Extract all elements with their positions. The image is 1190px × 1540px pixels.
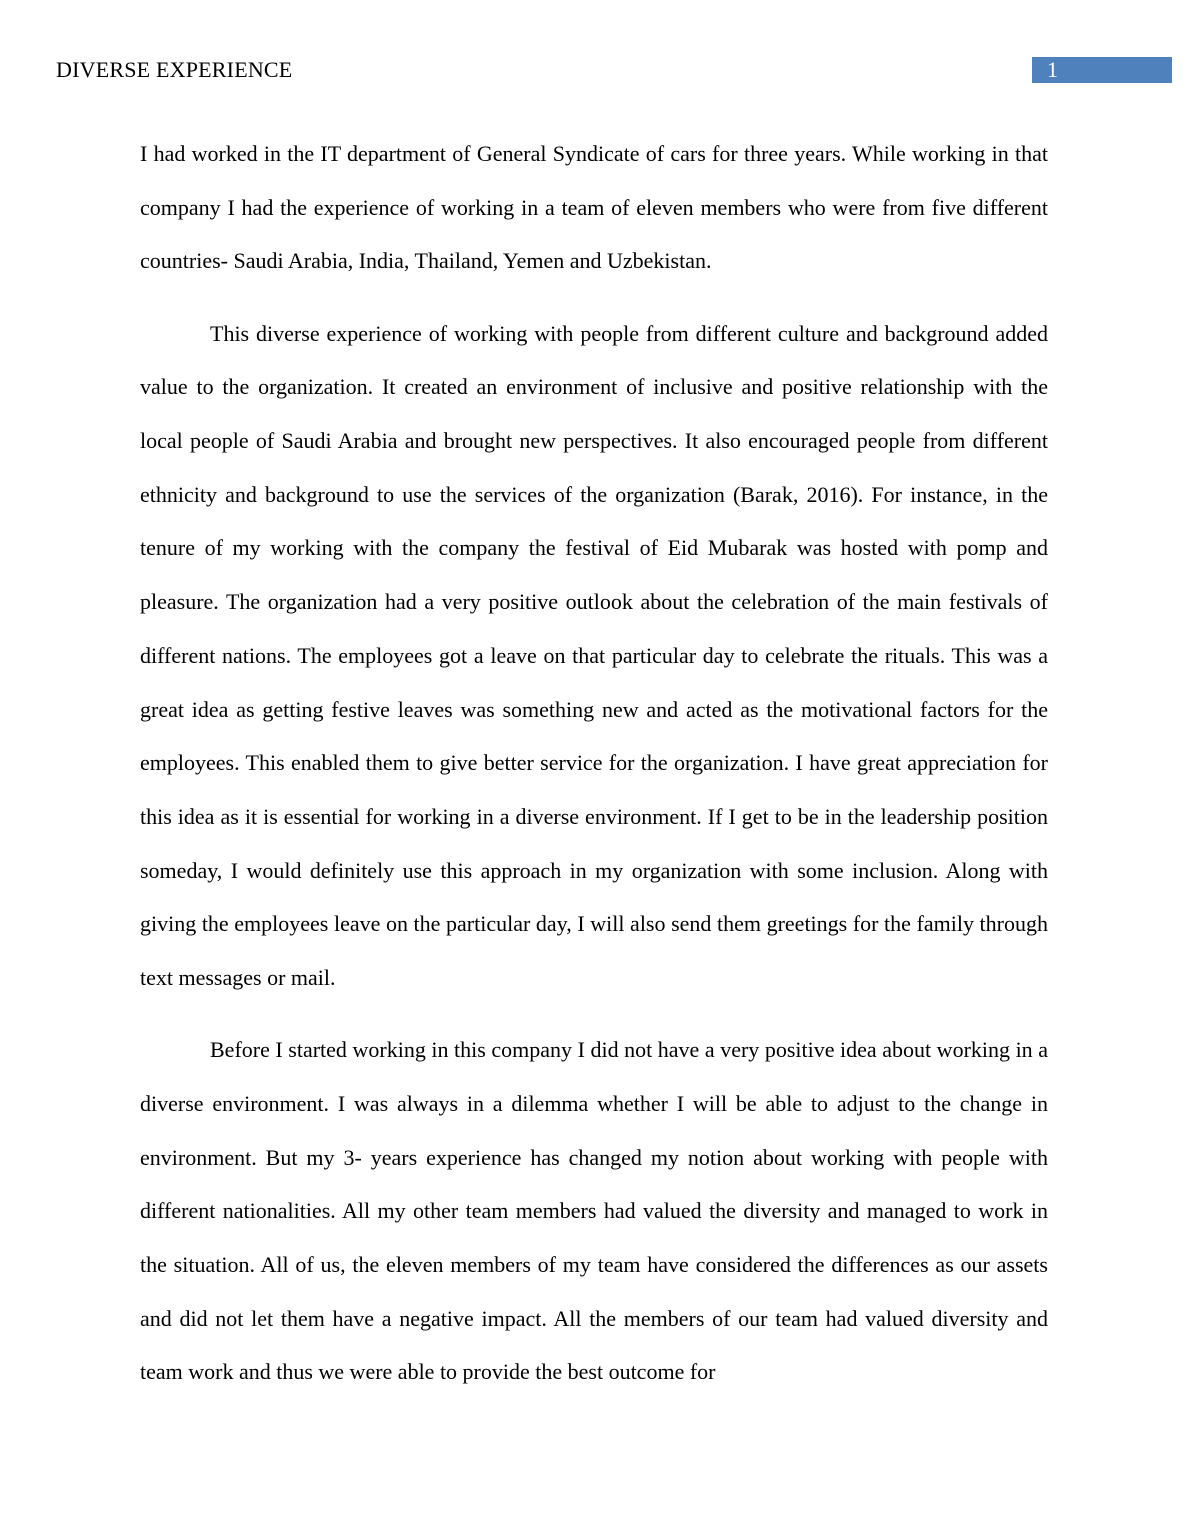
body-text: [140, 127, 1048, 1418]
paragraph-1: I had worked in the IT department of General Syndicate of cars for three years. While working in that company I had the experience of working in a team of eleven members who were from five different countries- Saudi Arabia, India, Thailand, Yemen and Uzbekistan.: [140, 141, 1048, 274]
paragraph-2: This diverse experience of working with people from different culture and background added value to the organization. It created an environment of inclusive and positive relationship with the local people of Saudi Arabia and brought new perspectives. It also encouraged people from different ethnicity and background to use the services of the organization (Barak, 2016). For instance, in the tenure of my working with the company the festival of Eid Mubarak was hosted with pomp and pleasure. The organization had a very positive outlook about the celebration of the main festivals of different nations. The employees got a leave on that particular day to celebrate the rituals. This was a great idea as getting festive leaves was something new and acted as the motivational factors for the employees. This enabled them to give better service for the organization. I have great appreciation for this idea as it is essential for working in a diverse environment. If I get to be in the leadership position someday, I would definitely use this approach in my organization with some inclusion. Along with giving the employees leave on the particular day, I will also send them greetings for the family through text messages or mail.: [140, 320, 1048, 991]
page-number-box: [1032, 57, 1172, 83]
page-number: 1: [1047, 57, 1058, 82]
paragraph-3: Before I started working in this company I did not have a very positive idea about working in a diverse environment. I was always in a dilemma whether I will be able to adjust to the change in environment. But my 3- years experience has changed my notion about working with people with different nationalities. All my other team members had valued the diversity and managed to work in the situation. All of us, the eleven members of my team have considered the differences as our assets and did not let them have a negative impact. All the members of our team had valued diversity and team work and thus we were able to provide the best outcome for: [140, 1037, 1048, 1385]
running-head: DIVERSE EXPERIENCE: [56, 57, 293, 82]
